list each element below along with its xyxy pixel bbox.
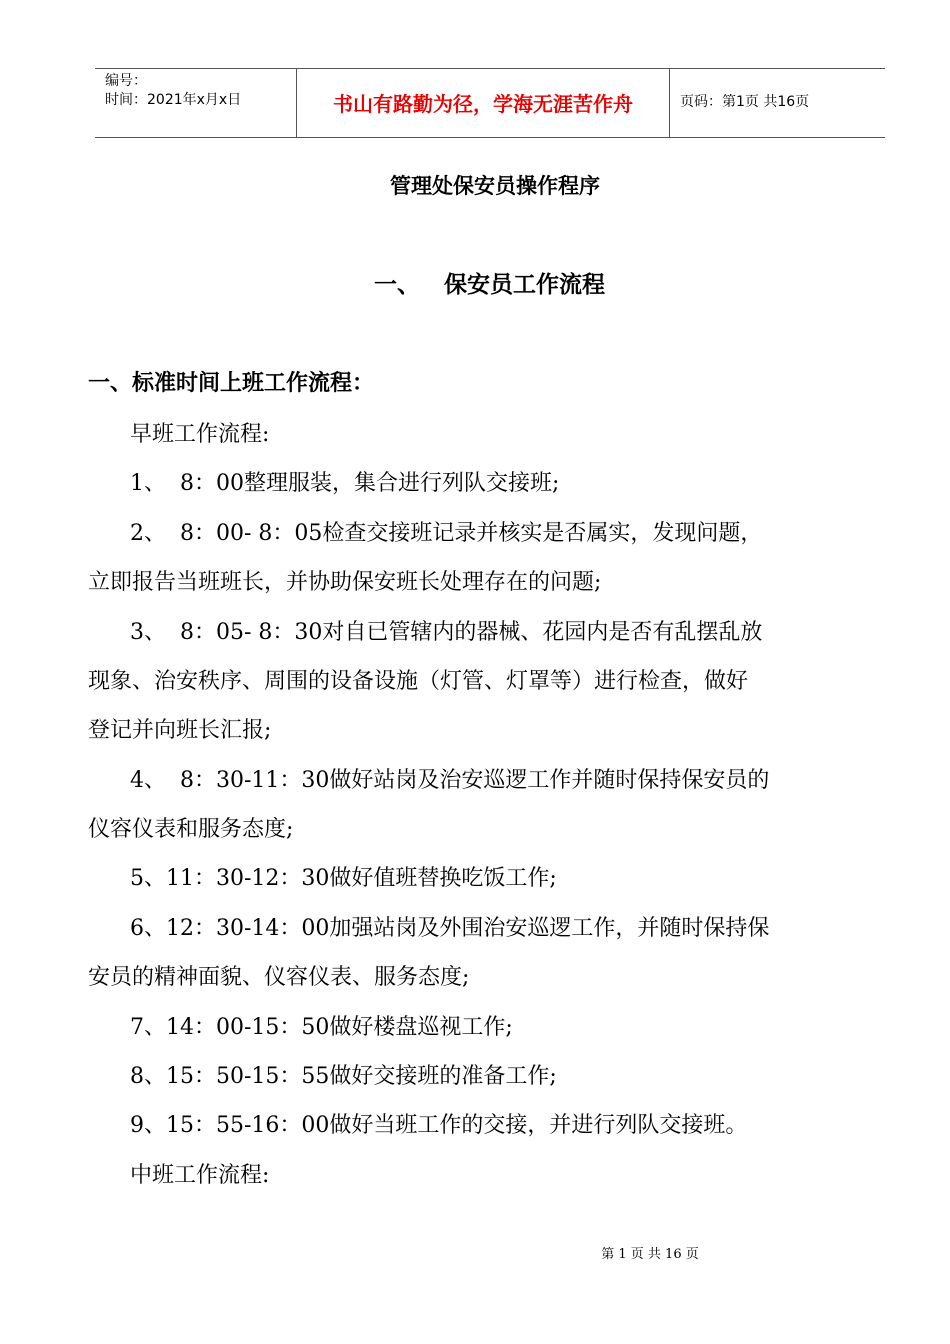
page-footer: 第 1 页 共 16 页 bbox=[601, 1247, 699, 1262]
body-line: 6、12：30-14：00加强站岗及外围治安巡逻工作，并随时保持保 bbox=[130, 916, 770, 941]
body-line: 4、 8：30-11：30做好站岗及治安巡逻工作并随时保持保安员的 bbox=[130, 768, 770, 793]
body-line: 8、15：50-15：55做好交接班的准备工作; bbox=[130, 1064, 557, 1089]
body-line: 2、 8：00- 8：05检查交接班记录并核实是否属实，发现问题， bbox=[130, 521, 763, 546]
body-line: 7、14：00-15：50做好楼盘巡视工作; bbox=[130, 1015, 513, 1040]
document-title: 管理处保安员操作程序 bbox=[390, 174, 600, 198]
body-line: 3、 8：05- 8：30对自已管辖内的器械、花园内是否有乱摆乱放 bbox=[130, 620, 763, 645]
motto-text: 书山有路勤为径，学海无涯苦作舟 bbox=[333, 92, 633, 116]
page-header bbox=[95, 68, 885, 138]
header-info-cell bbox=[95, 69, 296, 137]
date-label: 时间：2021年x月x日 bbox=[105, 92, 242, 108]
body-line: 1、 8：00整理服装，集合进行列队交接班; bbox=[130, 471, 560, 496]
page-number-label: 页码：第1页 共16页 bbox=[680, 94, 810, 110]
serial-number-label: 编号： bbox=[105, 73, 147, 89]
subsection-title: 一、标准时间上班工作流程： bbox=[88, 371, 375, 396]
header-motto-cell bbox=[296, 69, 670, 137]
body-line: 早班工作流程: bbox=[130, 422, 270, 447]
body-line: 安员的精神面貌、仪容仪表、服务态度; bbox=[88, 965, 470, 990]
section-title: 一、 保安员工作流程 bbox=[374, 272, 606, 298]
body-line: 登记并向班长汇报; bbox=[88, 718, 272, 743]
header-page-cell bbox=[669, 69, 885, 137]
body-line: 5、11：30-12：30做好值班替换吃饭工作; bbox=[130, 866, 557, 891]
body-line: 9、15：55-16：00做好当班工作的交接，并进行列队交接班。 bbox=[130, 1113, 748, 1138]
body-line: 仪容仪表和服务态度; bbox=[88, 817, 294, 842]
body-line: 中班工作流程: bbox=[130, 1163, 270, 1188]
body-line: 立即报告当班班长，并协助保安班长处理存在的问题; bbox=[88, 570, 602, 595]
body-line: 现象、治安秩序、周围的设备设施（灯管、灯罩等）进行检查，做好 bbox=[88, 669, 749, 694]
